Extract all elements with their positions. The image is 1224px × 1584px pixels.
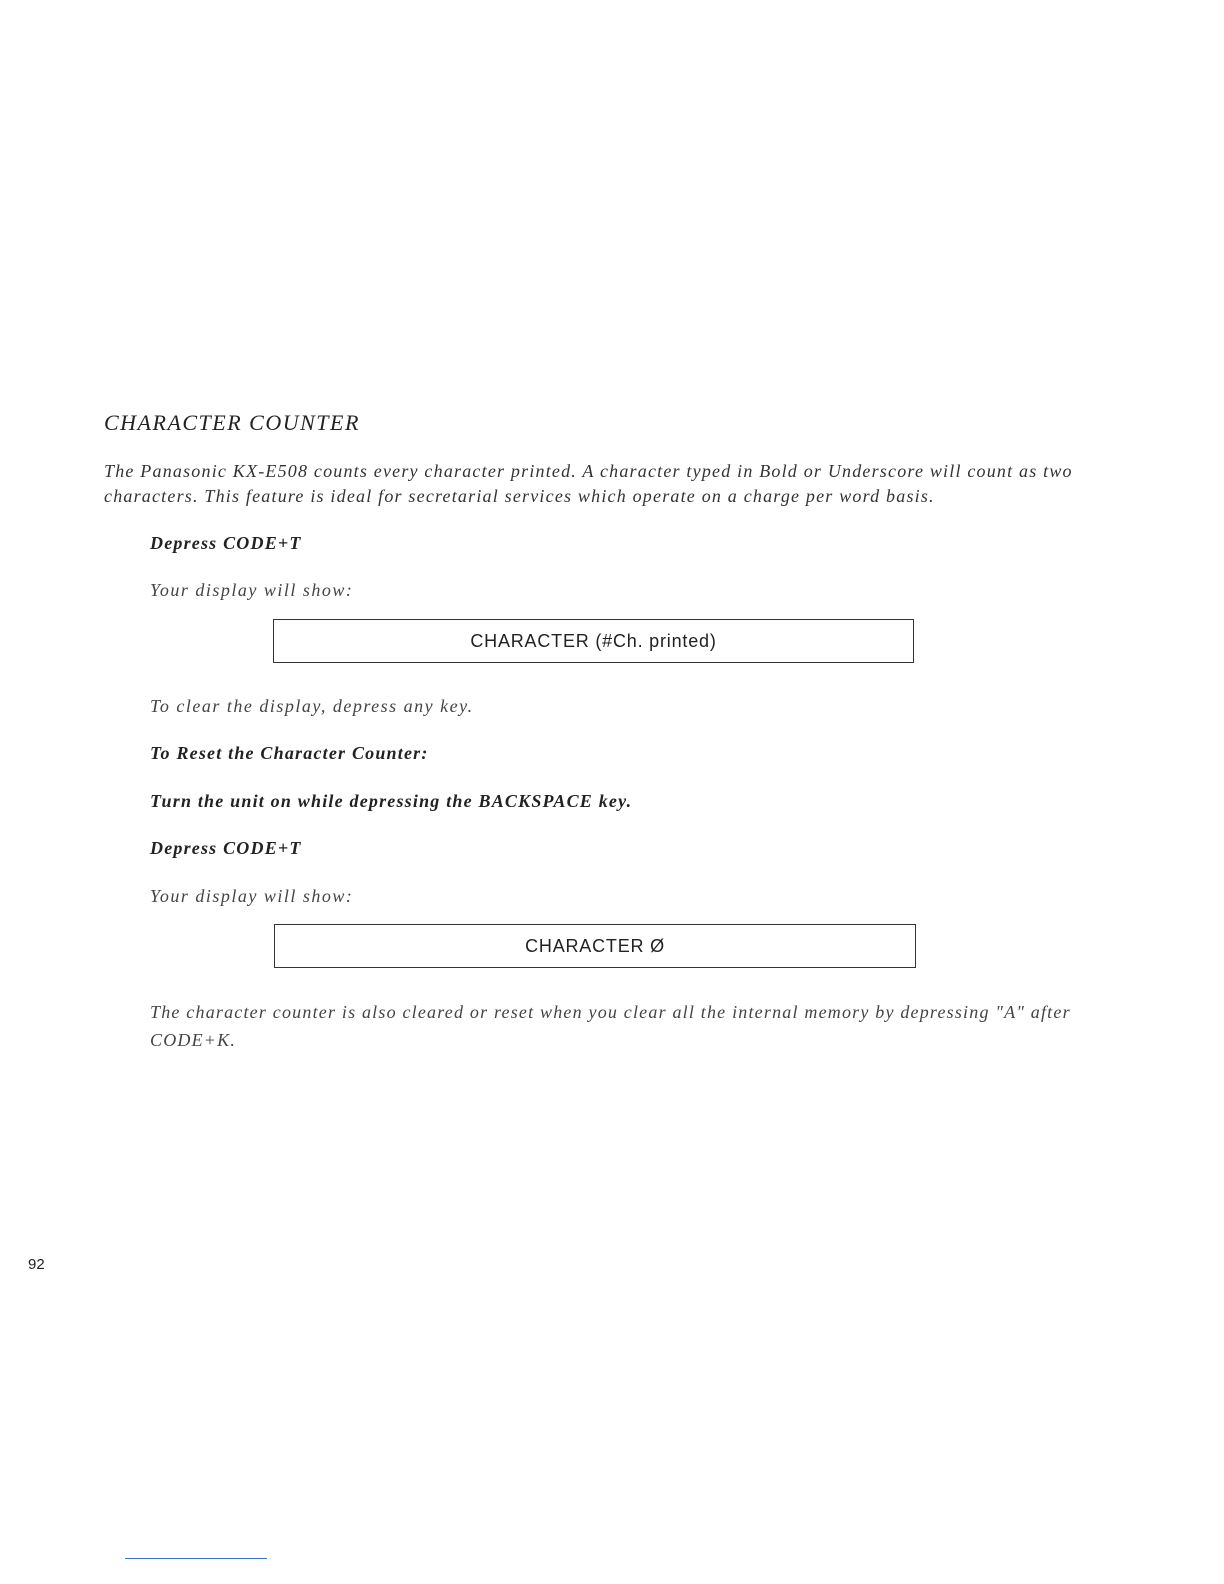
display-box-character-zero bbox=[274, 924, 916, 968]
step-clear-display: To clear the display, depress any key. bbox=[150, 696, 474, 716]
page-number: 92 bbox=[28, 1256, 45, 1273]
step-turn-unit-on: Turn the unit on while depressing the BACKSPACE key. bbox=[150, 791, 633, 811]
step-display-will-show-1: Your display will show: bbox=[150, 580, 354, 600]
closing-paragraph: The character counter is also cleared or reset when you clear all the internal memory by depressing "A" after CODE+K. bbox=[150, 1002, 1071, 1050]
step-depress-code-t-1: Depress CODE+T bbox=[150, 533, 302, 553]
footer-rule bbox=[125, 1558, 267, 1559]
reset-title: To Reset the Character Counter: bbox=[150, 743, 429, 763]
intro-paragraph: The Panasonic KX-E508 counts every character printed. A character typed in Bold or Underscore will count as two characters. This feature is ideal for secretarial services which operate on a charge per word basis. bbox=[104, 461, 1073, 506]
display-box-character-count bbox=[273, 619, 914, 663]
display-text-character-count: CHARACTER (#Ch. printed) bbox=[470, 630, 717, 651]
step-depress-code-t-2: Depress CODE+T bbox=[150, 838, 302, 858]
step-display-will-show-2: Your display will show: bbox=[150, 886, 354, 906]
section-heading: CHARACTER COUNTER bbox=[104, 410, 360, 435]
display-text-character-zero: CHARACTER Ø bbox=[525, 935, 665, 956]
